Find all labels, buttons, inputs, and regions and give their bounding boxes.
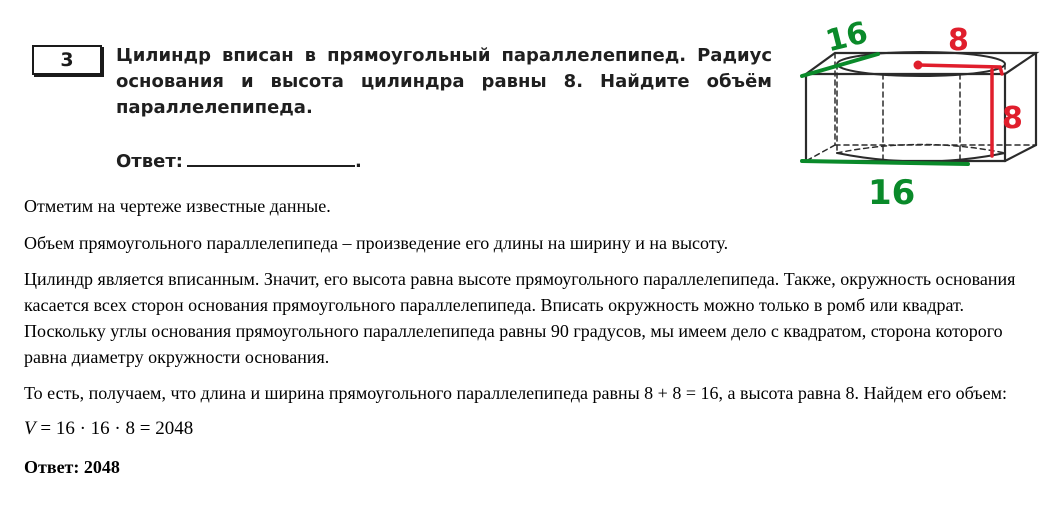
red-radius-mark [918, 65, 1002, 74]
solution-paragraph-3: Цилиндр является вписанным. Значит, его высота равна высоте прямоугольного параллелепипеда. Также, окружность основания касается всех сторон основания прямоугольного параллелепипеда. Вписать окружность можно только в ромб или квадрат. Поскольку углы основания прямоугольного параллелепипеда равны 90 градусов, мы имеем дело с квадратом, сторона которого равна диаметру окружности основания. [24, 269, 1016, 367]
red-center-dot [914, 61, 922, 69]
label-16-top: 16 [822, 15, 872, 60]
problem-line-2: основания и высота цилиндра равны 8. Найдите объём [116, 71, 772, 92]
solution-paragraph-1: Отметим на чертеже известные данные. [24, 196, 331, 216]
problem-line-3: параллелепипеда. [116, 97, 313, 118]
answer-label: Ответ: [116, 151, 183, 172]
problem-number: 3 [32, 45, 102, 75]
solution-paragraph-4: То есть, получаем, что длина и ширина прямоугольного параллелепипеда равны 8 + 8 = 16, а высота равна 8. Найдем его объем: [24, 383, 1007, 403]
solution-paragraph-2: Объем прямоугольного параллелепипеда – произведение его длины на ширину и на высоту. [24, 233, 729, 253]
answer-blank [187, 147, 355, 167]
parallelepiped-drawing [790, 8, 1060, 220]
problem-statement [116, 43, 772, 121]
answer-slot [116, 147, 362, 172]
problem-line-1: Цилиндр вписан в прямоугольный параллелепипед. Радиус [116, 45, 772, 66]
parallelepiped-figure [790, 8, 1060, 220]
formula-expression: = 16 · 16 · 8 = 2048 [35, 418, 194, 439]
answer-end: . [354, 151, 362, 172]
solution-text [24, 193, 1044, 480]
volume-formula [24, 416, 1044, 442]
formula-variable: V [24, 418, 36, 439]
cylinder-bottom-back [837, 145, 1005, 154]
label-8-side: 8 [1002, 101, 1023, 136]
label-8-top: 8 [948, 23, 969, 58]
label-16-bottom: 16 [868, 173, 916, 213]
final-answer: Ответ: 2048 [24, 457, 120, 477]
